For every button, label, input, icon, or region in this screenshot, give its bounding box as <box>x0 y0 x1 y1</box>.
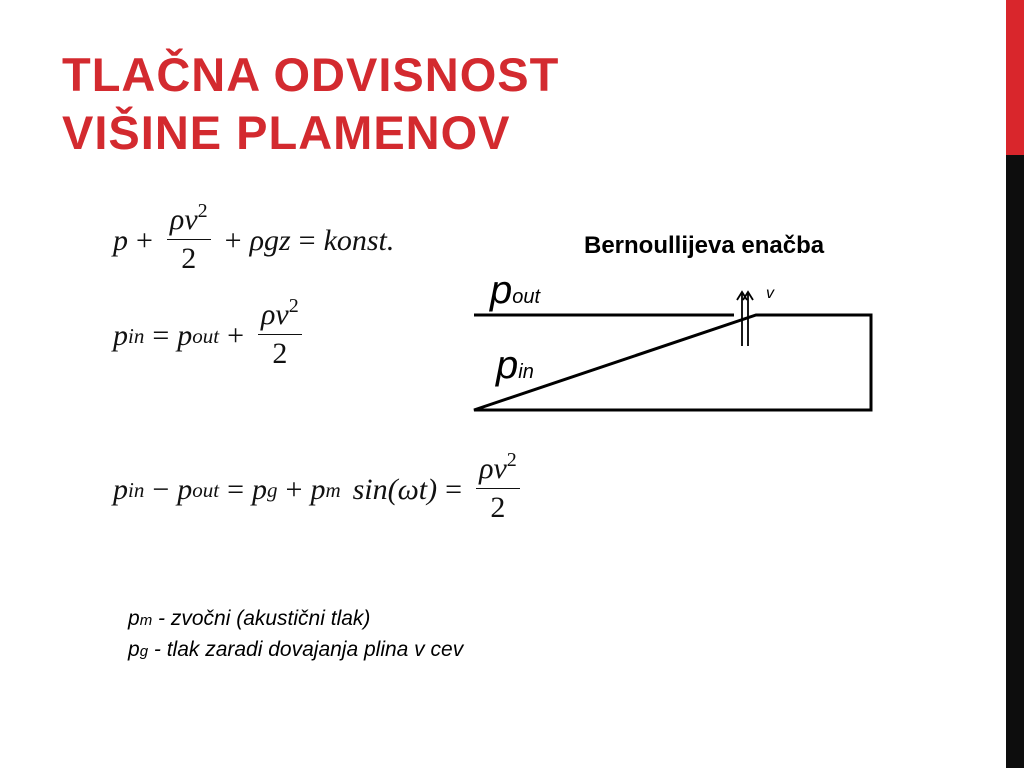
eq3-plus: + <box>285 472 303 506</box>
eq3-pm: p <box>310 472 326 506</box>
eq3-p2: p <box>177 472 193 506</box>
eq1-term: ρgz <box>249 223 291 257</box>
eq1-num: ρv <box>169 203 198 236</box>
eq2-num: ρv <box>261 298 289 331</box>
eq1-rhs: konst. <box>323 223 395 257</box>
eq2-plus: + <box>227 318 245 352</box>
eq3-pg: p <box>252 472 268 506</box>
eq3-minus: − <box>152 472 170 506</box>
eq1-exp: 2 <box>197 200 208 222</box>
eq2-exp: 2 <box>288 295 299 317</box>
pressure-in-equation <box>113 295 308 373</box>
eq3-num: ρv <box>479 452 507 485</box>
eq3-exp: 2 <box>506 449 517 471</box>
eq3-fraction <box>476 449 520 527</box>
note-pg: pg - tlak zaradi dovajanja plina v cev <box>128 638 464 661</box>
bernoulli-label: Bernoullijeva enačba <box>584 232 825 259</box>
eq1-equals: = <box>298 223 316 257</box>
eq3-sin: sin(ωt) <box>352 472 438 506</box>
eq2-p2-sub: out <box>192 323 220 348</box>
eq1-plus: + <box>136 223 153 257</box>
eq3-pm-sub: m <box>325 477 341 502</box>
eq2-p2: p <box>177 318 193 352</box>
eq2-fraction <box>258 295 302 373</box>
eq1-den: 2 <box>181 242 197 275</box>
eq2-p-sub: in <box>128 323 145 348</box>
accent-bar-black <box>1006 155 1024 768</box>
eq3-p-sub: in <box>128 477 145 502</box>
eq1-plus2: + <box>224 223 242 257</box>
bernoulli-equation <box>113 200 395 278</box>
eq2-equals: = <box>152 318 170 352</box>
eq1-fraction <box>167 200 211 278</box>
slide-title <box>62 46 559 162</box>
eq3-p: p <box>113 472 128 506</box>
notes <box>128 604 463 666</box>
title-line-2: VIŠINE PLAMENOV <box>62 106 511 159</box>
eq2-p: p <box>113 318 128 352</box>
title-line-1: TLAČNA ODVISNOST <box>62 48 560 101</box>
eq3-equals2: = <box>445 472 463 506</box>
eq2-den: 2 <box>272 337 288 370</box>
p-out-label: pout <box>490 268 541 312</box>
eq3-p2-sub: out <box>192 477 220 502</box>
accent-bar-red <box>1006 0 1024 155</box>
p-in-label: pin <box>496 343 534 387</box>
eq3-den: 2 <box>490 491 506 524</box>
eq3-equals: = <box>227 472 245 506</box>
velocity-label: v <box>766 285 774 302</box>
pressure-difference-equation <box>113 449 526 527</box>
note-pm: pm - zvočni (akustični tlak) <box>128 607 371 630</box>
eq3-pg-sub: g <box>267 477 278 502</box>
eq1-p: p <box>113 223 128 257</box>
